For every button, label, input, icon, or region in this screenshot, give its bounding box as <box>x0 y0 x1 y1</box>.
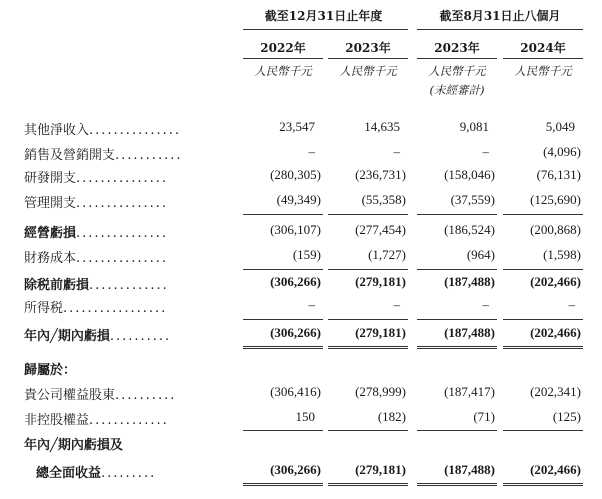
cell-value: 150 <box>295 409 315 424</box>
cell-value: – <box>482 297 489 312</box>
cell-value: (306,107) <box>270 222 321 237</box>
header-rule-8m <box>417 29 583 30</box>
cell-value: (279,181) <box>355 274 406 289</box>
cell-value: (964) <box>466 247 495 262</box>
total-double-rule <box>243 483 323 486</box>
cell-value: – <box>308 144 315 159</box>
year-rule-2 <box>328 58 408 59</box>
cell-value: (279,181) <box>355 325 406 340</box>
row-label: 所得税................. <box>24 301 168 316</box>
cell-value: 14,635 <box>364 119 400 134</box>
cell-value: 23,547 <box>279 119 315 134</box>
cell-value: (187,488) <box>444 462 495 477</box>
cell-value: (1,727) <box>368 247 406 262</box>
cell-value: – <box>568 297 575 312</box>
cell-value: (4,096) <box>543 144 581 159</box>
row-label: 貴公司權益股東.......... <box>24 388 177 403</box>
cell-value: (125) <box>552 409 581 424</box>
cell-value: (306,416) <box>270 384 321 399</box>
subtotal-rule <box>417 214 497 215</box>
cell-value: 9,081 <box>459 119 489 134</box>
row-label: 經營虧損............... <box>24 226 169 241</box>
row-label: 財務成本............... <box>24 251 169 266</box>
header-eight-months-group: 截至8月31日止八個月 <box>439 9 561 23</box>
total-double-rule <box>328 346 408 349</box>
year-rule-1 <box>243 58 323 59</box>
cell-value: (182) <box>377 409 406 424</box>
subtotal-rule <box>328 430 408 431</box>
subtotal-rule <box>417 319 497 320</box>
cell-value: (71) <box>473 409 495 424</box>
subtotal-rule <box>503 214 583 215</box>
unit-label: 人民幣千元 <box>254 64 312 78</box>
cell-value: (202,466) <box>530 462 581 477</box>
cell-value: (306,266) <box>270 462 321 477</box>
total-double-rule <box>417 483 497 486</box>
total-double-rule <box>503 483 583 486</box>
cell-value: (279,181) <box>355 462 406 477</box>
total-double-rule <box>417 346 497 349</box>
cell-value: (37,559) <box>450 192 495 207</box>
year-header-2023: 2023年 <box>345 41 391 55</box>
cell-value: (306,266) <box>270 274 321 289</box>
cell-value: – <box>393 144 400 159</box>
unit-label: 人民幣千元 <box>339 64 397 78</box>
subtotal-rule <box>503 430 583 431</box>
subtotal-rule <box>243 319 323 320</box>
row-label: 研發開支............... <box>24 171 169 186</box>
row-label: 管理開支............... <box>24 196 169 211</box>
cell-value: (236,731) <box>355 167 406 182</box>
cell-value: 5,049 <box>545 119 575 134</box>
year-rule-4 <box>503 58 583 59</box>
header-rule-fy <box>243 29 408 30</box>
unit-label: 人民幣千元 <box>428 64 486 78</box>
year-header-2022: 2022年 <box>260 41 306 55</box>
cell-value: (1,598) <box>543 247 581 262</box>
cell-value: (158,046) <box>444 167 495 182</box>
year-header-2024-8m: 2024年 <box>520 41 566 55</box>
cell-value: (187,488) <box>444 274 495 289</box>
cell-value: (280,305) <box>270 167 321 182</box>
subtotal-rule <box>243 214 323 215</box>
cell-value: (55,358) <box>361 192 406 207</box>
row-label: 非控股權益............. <box>24 413 169 428</box>
cell-value: (202,466) <box>530 274 581 289</box>
cell-value: – <box>393 297 400 312</box>
subtotal-rule <box>328 214 408 215</box>
year-rule-3 <box>417 58 497 59</box>
total-double-rule <box>503 346 583 349</box>
unaudited-note: (未經審計) <box>429 83 485 97</box>
cell-value: (306,266) <box>270 325 321 340</box>
cell-value: (202,466) <box>530 325 581 340</box>
row-label: 銷售及營銷開支........... <box>24 148 183 163</box>
subtotal-rule <box>417 430 497 431</box>
cell-value: (76,131) <box>536 167 581 182</box>
year-header-2023-8m: 2023年 <box>434 41 480 55</box>
subtotal-rule <box>328 269 408 270</box>
row-label: 其他淨收入............... <box>24 123 182 138</box>
cell-value: (278,999) <box>355 384 406 399</box>
header-fiscal-year-group: 截至12月31日止年度 <box>264 9 383 23</box>
subtotal-rule <box>417 269 497 270</box>
subtotal-rule <box>503 269 583 270</box>
cell-value: – <box>308 297 315 312</box>
row-label: 除税前虧損............. <box>24 278 169 293</box>
cell-value: (187,488) <box>444 325 495 340</box>
cell-value: (186,524) <box>444 222 495 237</box>
cell-value: (200,868) <box>530 222 581 237</box>
cell-value: (277,454) <box>355 222 406 237</box>
total-double-rule <box>243 346 323 349</box>
cell-value: (49,349) <box>276 192 321 207</box>
cell-value: (125,690) <box>530 192 581 207</box>
cell-value: (187,417) <box>444 384 495 399</box>
row-label-total-comprehensive-line1: 年內╱期內虧損及 <box>24 438 123 453</box>
total-double-rule <box>328 483 408 486</box>
subtotal-rule <box>243 430 323 431</box>
row-label: 年內╱期內虧損.......... <box>24 329 172 344</box>
section-label-attributable: 歸屬於： <box>24 363 77 378</box>
subtotal-rule <box>243 269 323 270</box>
subtotal-rule <box>503 319 583 320</box>
cell-value: (159) <box>292 247 321 262</box>
cell-value: (202,341) <box>530 384 581 399</box>
unit-label: 人民幣千元 <box>514 64 572 78</box>
row-label: 總全面收益......... <box>36 466 157 481</box>
cell-value: – <box>482 144 489 159</box>
subtotal-rule <box>328 319 408 320</box>
